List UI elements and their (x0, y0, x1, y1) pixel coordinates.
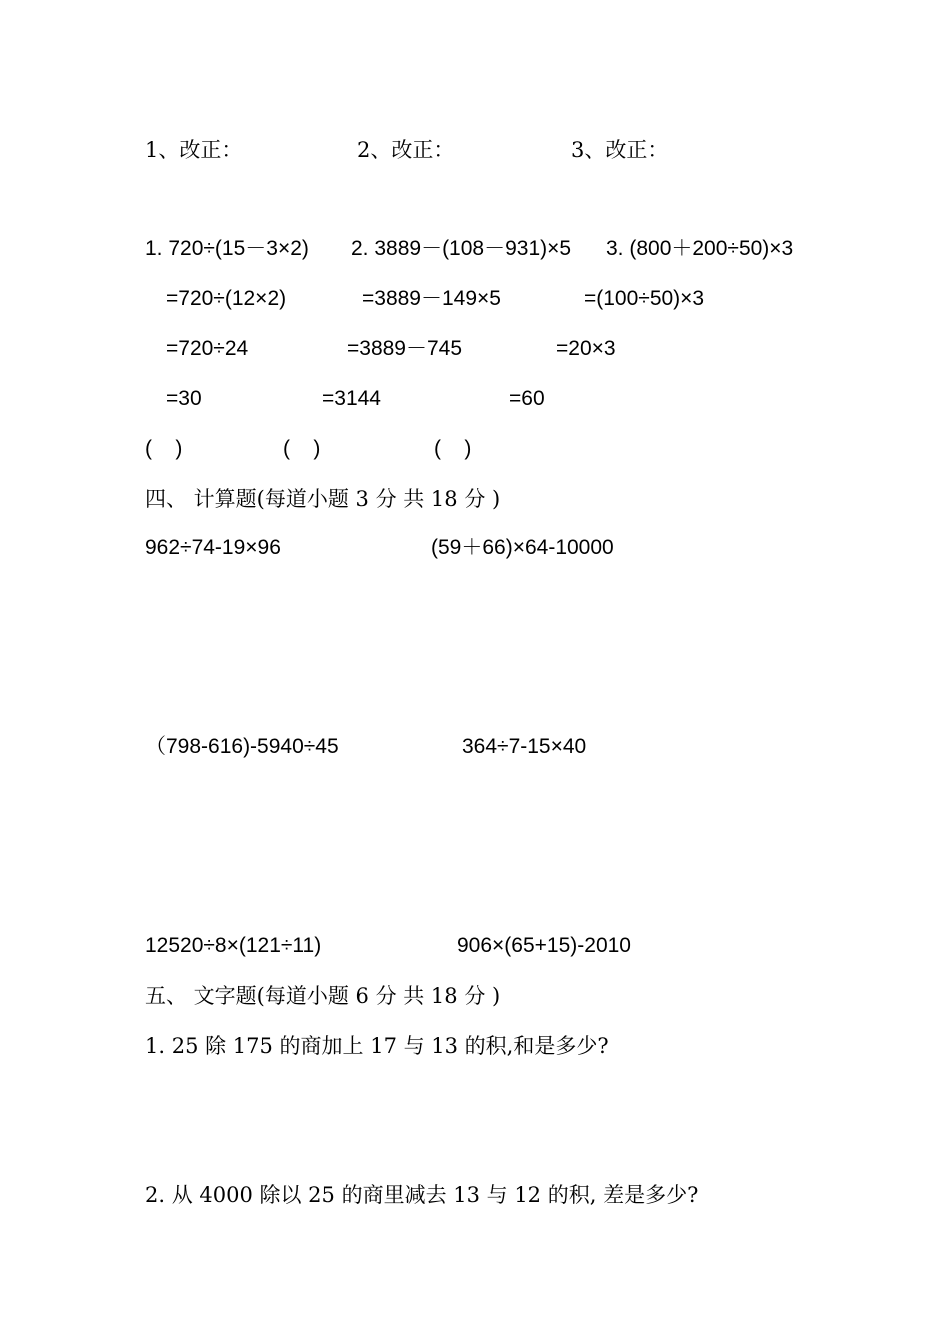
worked-step-3-2: =20×3 (556, 337, 616, 360)
correction-label-2: 2、改正： (357, 138, 455, 162)
calc-problem-2: (59＋66)×64-10000 (431, 536, 614, 559)
calc-problem-6: 906×(65+15)-2010 (457, 934, 631, 957)
worked-step-3-3: =60 (509, 387, 545, 410)
section4-title: 四、 计算题(每道小题 3 分 共 18 分 ) (145, 487, 501, 511)
calc-problem-1: 962÷74-19×96 (145, 536, 281, 559)
word-problem-1: 1. 25 除 175 的商加上 17 与 13 的积,和是多少? (145, 1034, 609, 1058)
worked-problem-3: 3. (800＋200÷50)×3 (606, 237, 794, 260)
worked-step-1-1: =720÷(12×2) (166, 287, 287, 310)
worked-step-2-3: =3144 (322, 387, 381, 410)
word-problem-2: 2. 从 4000 除以 25 的商里减去 13 与 12 的积, 差是多少? (145, 1183, 699, 1207)
worked-step-1-3: =30 (166, 387, 202, 410)
worked-problem-2: 2. 3889－(108－931)×5 (351, 237, 572, 260)
calc-problem-5: 12520÷8×(121÷11) (145, 934, 322, 957)
worked-step-1-2: =720÷24 (166, 337, 249, 360)
correction-label-3: 3、改正： (571, 138, 669, 162)
calc-problem-3: （798-616)-5940÷45 (145, 735, 339, 758)
correction-label-1: 1、改正： (145, 138, 243, 162)
judge-bracket-2[interactable]: ( ) (283, 437, 321, 460)
judge-bracket-3[interactable]: ( ) (434, 437, 472, 460)
worked-problem-1: 1. 720÷(15－3×2) (145, 237, 309, 260)
judge-bracket-1[interactable]: ( ) (145, 437, 183, 460)
calc-problem-4: 364÷7-15×40 (462, 735, 587, 758)
worked-step-2-1: =3889－149×5 (362, 287, 501, 310)
section5-title: 五、 文字题(每道小题 6 分 共 18 分 ) (145, 984, 501, 1008)
worked-step-3-1: =(100÷50)×3 (584, 287, 705, 310)
worked-step-2-2: =3889－745 (347, 337, 463, 360)
